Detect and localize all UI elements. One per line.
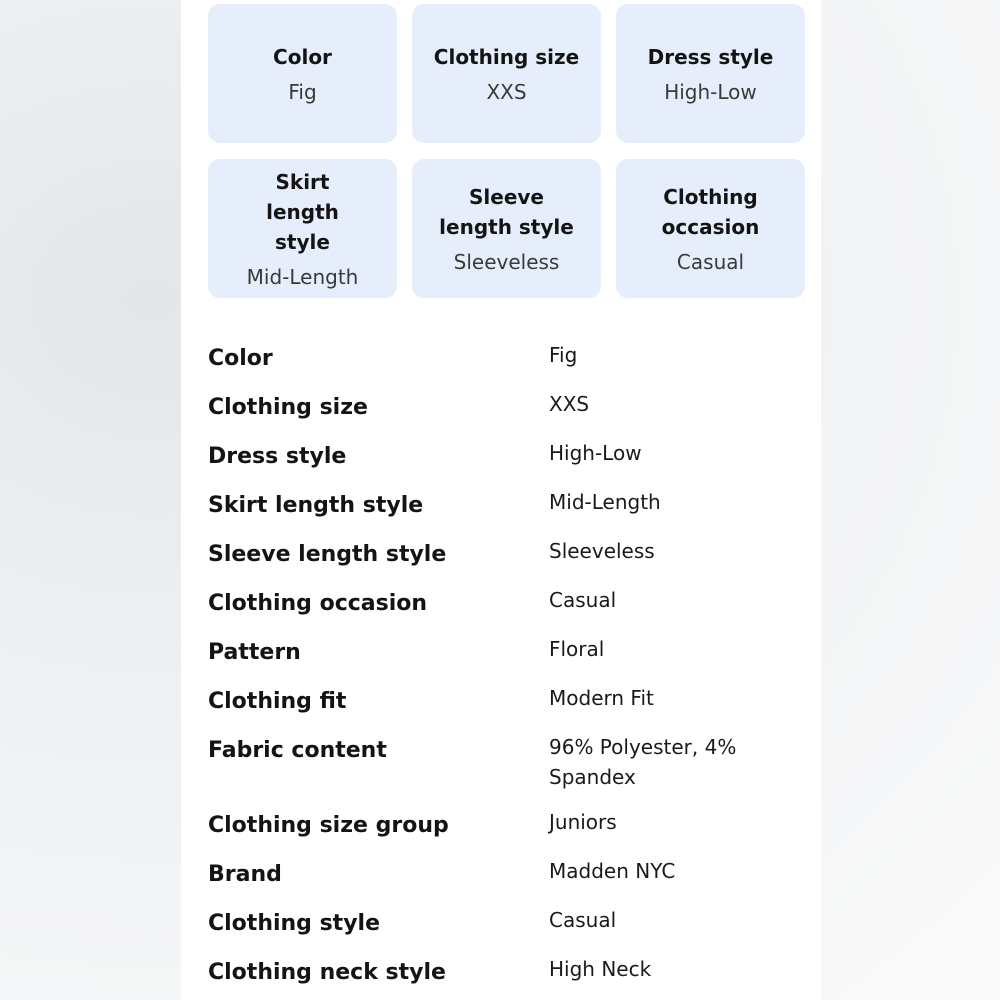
spec-label: Clothing fit [208,689,347,714]
spec-label: Fabric content [208,738,387,763]
spec-value: Floral [549,637,605,661]
spec-row [208,487,808,536]
spec-value: High-Low [549,441,642,465]
spec-row [208,585,808,634]
spec-label: Clothing size group [208,813,449,838]
attribute-tile-sleeve-length-style [412,159,601,298]
specifications-list [208,340,808,1000]
spec-label: Sleeve length style [208,542,447,567]
spec-value: Casual [549,588,617,612]
tile-value: Fig [288,79,317,104]
spec-label: Clothing occasion [208,591,428,616]
spec-value: Casual [549,908,617,932]
spec-row [208,683,808,732]
product-details-panel [181,0,821,1000]
spec-label: Dress style [208,444,347,469]
spec-label: Clothing neck style [208,960,446,985]
spec-value: Fig [549,343,578,367]
spec-value: Madden NYC [549,859,676,883]
attribute-tile-dress-style [616,4,805,143]
attribute-tile-clothing-size [412,4,601,143]
spec-row [208,732,808,807]
tile-label: Skirt length style [266,169,339,254]
spec-row [208,389,808,438]
tile-value: Mid-Length [246,264,359,289]
spec-row [208,807,808,856]
spec-value: Juniors [549,810,617,834]
spec-value: XXS [549,392,590,416]
spec-row [208,905,808,954]
spec-value: Modern Fit [549,686,654,710]
tile-label: Sleeve length style [439,184,574,239]
spec-label: Color [208,346,273,371]
tile-label: Dress style [647,44,774,69]
attribute-tile-skirt-length-style [208,159,397,298]
tile-value: High-Low [664,79,757,104]
spec-row [208,536,808,585]
spec-value: 96% Polyester, 4% Spandex [549,735,737,789]
spec-label: Clothing size [208,395,368,420]
key-attributes-grid [208,4,806,298]
tile-label: Clothing occasion [661,184,760,239]
tile-value: Sleeveless [453,249,560,274]
spec-label: Skirt length style [208,493,424,518]
spec-row [208,856,808,905]
tile-value: Casual [676,249,745,274]
spec-label: Pattern [208,640,301,665]
spec-row [208,340,808,389]
spec-value: Sleeveless [549,539,655,563]
attribute-tile-color [208,4,397,143]
spec-value: Mid-Length [549,490,661,514]
spec-label: Brand [208,862,282,887]
spec-row [208,634,808,683]
tile-value: XXS [486,79,527,104]
spec-label: Clothing style [208,911,381,936]
spec-row [208,438,808,487]
tile-label: Clothing size [433,44,580,69]
attribute-tile-clothing-occasion [616,159,805,298]
tile-label: Color [273,44,332,69]
spec-value: High Neck [549,957,652,981]
spec-row [208,954,808,1000]
